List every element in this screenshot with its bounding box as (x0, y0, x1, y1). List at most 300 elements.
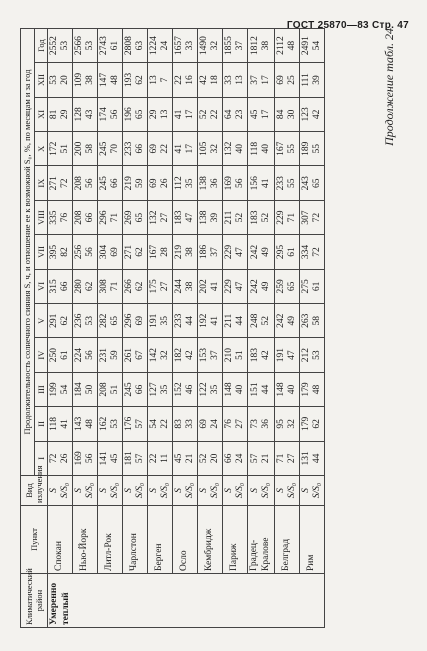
value: 32 (210, 144, 221, 154)
value: 58 (85, 144, 96, 154)
value: 32 (210, 40, 221, 51)
col-month: VI (34, 269, 48, 303)
value: 307 (301, 210, 311, 225)
value: 245 (124, 382, 135, 397)
value: 41 (60, 419, 71, 429)
type-label: S (276, 488, 286, 493)
value: 66 (135, 144, 146, 154)
value-cell (275, 235, 300, 269)
value: 24 (235, 453, 246, 464)
value-cell (73, 372, 98, 406)
value: 229 (276, 210, 286, 225)
type-label: S/S₀ (261, 482, 272, 499)
value: 263 (301, 313, 311, 328)
value: 212 (301, 348, 311, 363)
value: 59 (110, 350, 121, 360)
value: 2491 (301, 36, 311, 56)
value: 335 (49, 210, 60, 225)
value-cell (98, 200, 123, 234)
value: 43 (85, 109, 96, 120)
type-label: S (174, 488, 185, 493)
value: 72 (49, 453, 60, 464)
value-cell (223, 97, 248, 131)
value: 123 (301, 107, 311, 122)
value: 51 (110, 384, 121, 395)
value: 172 (49, 141, 60, 156)
value: 191 (276, 348, 286, 363)
value: 41 (210, 281, 221, 292)
value: 62 (85, 281, 96, 292)
point-cell: Белград (275, 506, 300, 574)
value: 26 (60, 453, 71, 464)
value-cell (300, 97, 325, 131)
value: 62 (135, 247, 146, 257)
value-cell (198, 63, 223, 98)
value: 41 (210, 316, 221, 326)
value: 18 (210, 75, 221, 85)
value: 61 (110, 40, 121, 51)
value: 242 (276, 313, 286, 328)
value: 67 (135, 350, 146, 360)
value: 42 (312, 109, 322, 120)
value: 69 (135, 316, 146, 326)
value-cell (198, 304, 223, 338)
type-label: S/S₀ (135, 482, 146, 499)
value: 71 (276, 453, 286, 464)
type-cell (73, 476, 98, 506)
type-cell (248, 476, 275, 506)
col-group: Продолжительность солнечного сияния S, ч, и отношение ее к возможной S₀, %, по месяцам и за год (21, 29, 35, 476)
value: 56 (85, 453, 96, 464)
value-cell (248, 200, 275, 234)
value-cell (123, 269, 148, 303)
value: 167 (276, 141, 286, 156)
value: 40 (261, 144, 272, 154)
value: 36 (261, 419, 272, 429)
value-cell (173, 29, 198, 63)
value: 181 (124, 451, 135, 466)
col-month: I (34, 441, 48, 475)
value: 275 (301, 279, 311, 294)
value: 26 (160, 178, 171, 188)
value-cell (48, 63, 73, 98)
value: 65 (135, 109, 146, 120)
value: 49 (261, 281, 272, 292)
type-cell (98, 476, 123, 506)
value: 109 (74, 72, 85, 88)
value: 138 (199, 176, 210, 191)
value-cell (248, 269, 275, 303)
table-row (223, 29, 248, 628)
value: 224 (74, 348, 85, 363)
value: 132 (224, 141, 235, 156)
value: 271 (124, 244, 135, 260)
value: 111 (301, 73, 311, 87)
type-cell (48, 476, 73, 506)
value: 62 (135, 281, 146, 292)
value: 29 (149, 109, 160, 120)
value: 271 (49, 176, 60, 191)
table-row (123, 29, 148, 628)
type-label: S (124, 488, 135, 493)
value: 72 (60, 178, 71, 188)
rotated-table-area (20, 28, 410, 628)
table-body (48, 29, 325, 628)
value: 48 (110, 75, 121, 85)
value-cell (73, 132, 98, 166)
value-cell (223, 166, 248, 200)
value-cell (223, 338, 248, 372)
value: 105 (199, 141, 210, 156)
type-label: S (301, 488, 311, 493)
value: 334 (301, 244, 311, 260)
value: 72 (312, 247, 322, 257)
page-header: ГОСТ 25870—83 Стр. 47 (286, 20, 409, 31)
value: 256 (74, 244, 85, 260)
value: 66 (110, 178, 121, 188)
value-cell (248, 63, 275, 98)
value: 76 (224, 419, 235, 429)
value: 208 (74, 176, 85, 191)
value: 71 (110, 281, 121, 292)
value: 304 (99, 244, 110, 260)
value: 53 (312, 350, 322, 360)
value: 183 (250, 210, 261, 225)
value: 56 (85, 247, 96, 257)
value: 36 (210, 178, 221, 188)
value-cell (98, 29, 123, 63)
type-label: S (49, 488, 60, 493)
value: 13 (160, 109, 171, 120)
value: 174 (99, 107, 110, 122)
type-label: S (224, 488, 235, 493)
value: 66 (224, 453, 235, 464)
value-cell (173, 407, 198, 441)
value: 42 (185, 350, 196, 360)
value: 280 (74, 279, 85, 294)
value-cell (98, 304, 123, 338)
value: 112 (174, 176, 185, 191)
value: 30 (287, 109, 297, 120)
value-cell (148, 63, 173, 98)
value: 27 (160, 212, 171, 223)
value: 131 (301, 451, 311, 466)
continuation-note: Продолжение табл. 24 (382, 28, 396, 146)
value: 27 (235, 419, 246, 429)
type-label: S (199, 488, 210, 493)
value: 95 (276, 419, 286, 429)
value-cell (48, 441, 73, 475)
value: 191 (149, 313, 160, 328)
value: 315 (49, 279, 60, 294)
value: 17 (261, 75, 272, 85)
value: 245 (99, 176, 110, 191)
value-cell (48, 29, 73, 63)
type-label: S/S₀ (185, 482, 196, 499)
value-cell (223, 29, 248, 63)
value-cell (48, 338, 73, 372)
value-cell (198, 200, 223, 234)
value: 65 (110, 316, 121, 326)
value-cell (173, 97, 198, 131)
value: 142 (149, 348, 160, 363)
value: 47 (287, 350, 297, 360)
value: 242 (250, 279, 261, 294)
value: 35 (160, 384, 171, 395)
value-cell (123, 407, 148, 441)
value: 1224 (149, 36, 160, 56)
type-cell (173, 476, 198, 506)
value-cell (275, 338, 300, 372)
value: 41 (261, 178, 272, 188)
value: 76 (60, 212, 71, 223)
value-cell (98, 269, 123, 303)
value-cell (248, 29, 275, 63)
value: 44 (312, 453, 322, 464)
value: 2566 (74, 36, 85, 56)
value-cell (300, 441, 325, 475)
value: 52 (199, 453, 210, 464)
value: 208 (74, 210, 85, 225)
value: 35 (160, 316, 171, 326)
value-cell (148, 29, 173, 63)
value-cell (123, 29, 148, 63)
value-cell (48, 166, 73, 200)
value: 22 (149, 453, 160, 464)
col-month: X (34, 132, 48, 166)
value: 63 (135, 40, 146, 51)
value: 169 (224, 176, 235, 191)
value: 296 (99, 210, 110, 225)
value: 42 (261, 350, 272, 360)
value: 118 (49, 416, 60, 431)
value: 167 (149, 244, 160, 260)
value: 24 (160, 40, 171, 51)
value-cell (173, 132, 198, 166)
value-cell (198, 166, 223, 200)
point-cell: Спокан (48, 506, 73, 574)
value-cell (300, 166, 325, 200)
value: 151 (250, 382, 261, 397)
col-month: XII (34, 63, 48, 98)
value-cell (123, 63, 148, 98)
value: 37 (210, 350, 221, 360)
value: 72 (312, 212, 322, 223)
value-cell (98, 338, 123, 372)
type-cell (275, 476, 300, 506)
value: 17 (261, 109, 272, 120)
value-cell (275, 269, 300, 303)
value: 52 (235, 212, 246, 223)
value: 47 (235, 247, 246, 257)
value-cell (148, 441, 173, 475)
col-month: V (34, 304, 48, 338)
type-cell (148, 476, 173, 506)
value-cell (73, 166, 98, 200)
value: 182 (174, 348, 185, 363)
col-month: IX (34, 166, 48, 200)
value: 231 (99, 348, 110, 363)
value: 56 (85, 350, 96, 360)
value-cell (173, 304, 198, 338)
value-cell (73, 235, 98, 269)
value: 55 (312, 144, 322, 154)
value: 153 (199, 348, 210, 363)
value: 40 (235, 384, 246, 395)
value: 81 (49, 109, 60, 120)
value: 48 (85, 419, 96, 429)
value: 40 (287, 384, 297, 395)
value-cell (300, 200, 325, 234)
table-row (73, 29, 98, 628)
value: 118 (250, 141, 261, 156)
value: 37 (250, 75, 261, 85)
value-cell (123, 441, 148, 475)
col-point: Пункт (21, 506, 48, 574)
value-cell (73, 304, 98, 338)
value: 16 (185, 75, 196, 85)
type-cell (300, 476, 325, 506)
value: 69 (276, 75, 286, 85)
value-cell (123, 235, 148, 269)
value-cell (223, 235, 248, 269)
value-cell (98, 235, 123, 269)
value: 261 (124, 348, 135, 363)
value: 37 (210, 247, 221, 257)
value-cell (223, 63, 248, 98)
value-cell (198, 97, 223, 131)
point-cell: Кембридж (198, 506, 223, 574)
value: 2808 (124, 36, 135, 56)
value-cell (300, 372, 325, 406)
value: 53 (110, 419, 121, 429)
value: 84 (276, 109, 286, 120)
value: 71 (110, 212, 121, 223)
value: 2552 (49, 36, 60, 56)
value-cell (148, 235, 173, 269)
value: 184 (74, 382, 85, 397)
value-cell (223, 269, 248, 303)
value: 147 (99, 72, 110, 88)
value-cell (248, 407, 275, 441)
value: 62 (135, 75, 146, 85)
value: 1855 (224, 36, 235, 56)
col-month: Год (34, 29, 48, 63)
value: 189 (301, 141, 311, 156)
value-cell (48, 269, 73, 303)
value: 64 (224, 109, 235, 120)
table-row (275, 29, 300, 628)
value: 13 (149, 75, 160, 85)
value-cell (123, 200, 148, 234)
value: 44 (261, 384, 272, 395)
value: 282 (99, 313, 110, 328)
value: 37 (235, 40, 246, 51)
value-cell (148, 269, 173, 303)
value-cell (173, 441, 198, 475)
value: 291 (49, 313, 60, 328)
value: 41 (174, 144, 185, 154)
value-cell (300, 304, 325, 338)
value: 54 (60, 384, 71, 395)
value-cell (198, 338, 223, 372)
col-region: Климатический район (21, 574, 48, 628)
value: 38 (85, 75, 96, 85)
value: 69 (149, 178, 160, 188)
value: 242 (250, 244, 261, 260)
value-cell (148, 166, 173, 200)
type-cell (123, 476, 148, 506)
value: 295 (276, 244, 286, 260)
value: 24 (210, 419, 221, 429)
value: 148 (224, 382, 235, 397)
value: 2743 (99, 36, 110, 56)
value: 7 (160, 77, 171, 83)
value: 71 (287, 212, 297, 223)
value-cell (275, 97, 300, 131)
value: 175 (149, 279, 160, 294)
value: 1812 (250, 36, 261, 56)
value-cell (223, 200, 248, 234)
value: 32 (287, 419, 297, 429)
value: 2112 (276, 36, 286, 55)
value-cell (248, 235, 275, 269)
value-cell (275, 63, 300, 98)
value: 39 (210, 212, 221, 223)
value: 45 (250, 109, 261, 120)
value: 296 (124, 313, 135, 328)
value-cell (198, 132, 223, 166)
value: 41 (174, 109, 185, 120)
value: 62 (60, 316, 71, 326)
point-cell: Градец-Кралове (248, 506, 275, 574)
value-cell (48, 372, 73, 406)
value: 183 (250, 348, 261, 363)
value: 20 (60, 75, 71, 85)
type-label: S/S₀ (312, 482, 322, 499)
value: 11 (160, 453, 171, 463)
value: 138 (199, 210, 210, 225)
value: 20 (210, 453, 221, 464)
value-cell (223, 304, 248, 338)
value-cell (198, 235, 223, 269)
value: 199 (49, 382, 60, 397)
value: 69 (110, 247, 121, 257)
value-cell (248, 304, 275, 338)
type-label: S/S₀ (160, 482, 171, 499)
value-cell (275, 29, 300, 63)
value: 49 (287, 316, 297, 326)
value-cell (73, 29, 98, 63)
value: 219 (124, 176, 135, 191)
value: 219 (174, 244, 185, 260)
value: 32 (160, 350, 171, 360)
table-row (98, 29, 123, 628)
value-cell (148, 97, 173, 131)
value: 33 (185, 40, 196, 51)
table-row (198, 29, 223, 628)
value: 21 (185, 453, 196, 464)
value: 233 (276, 176, 286, 191)
value: 29 (60, 109, 71, 120)
value: 55 (287, 144, 297, 154)
value: 122 (199, 382, 210, 397)
value: 47 (185, 212, 196, 223)
value: 35 (185, 178, 196, 188)
value: 83 (174, 419, 185, 429)
value: 56 (110, 109, 121, 120)
value: 38 (185, 281, 196, 292)
